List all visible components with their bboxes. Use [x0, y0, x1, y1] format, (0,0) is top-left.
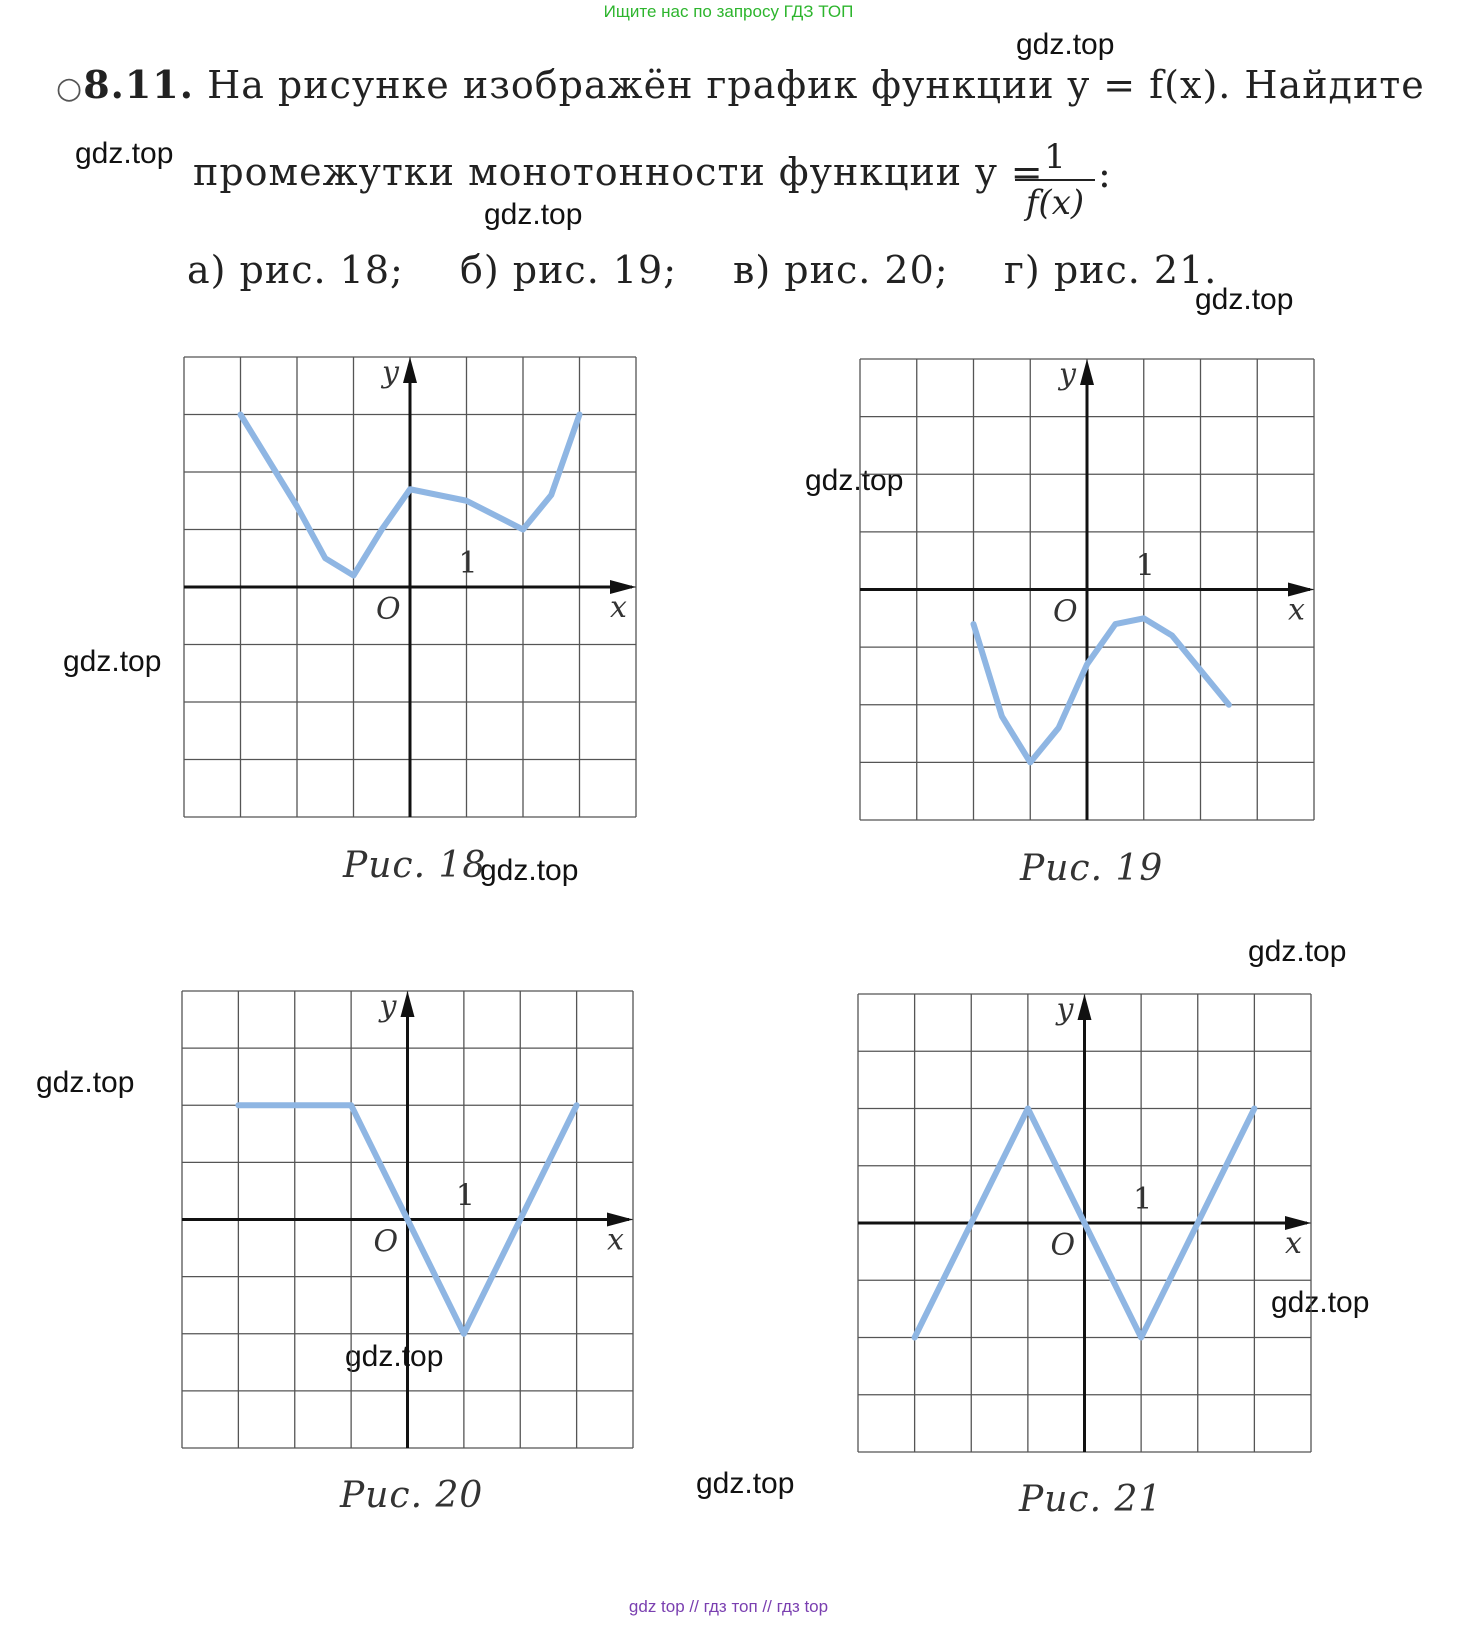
problem-text-line1: На рисунке изображён график функции y = f(x). Найдите	[207, 63, 1425, 107]
watermark: gdz.top	[1195, 283, 1294, 316]
origin-label: O	[373, 1224, 399, 1260]
unit-tick-label: 1	[458, 546, 478, 581]
fraction	[1015, 137, 1095, 223]
problem-statement	[56, 62, 1425, 107]
origin-label: O	[376, 592, 401, 627]
option-a: а) рис. 18;	[187, 248, 404, 292]
origin-label: O	[1053, 594, 1078, 630]
watermark: gdz.top	[345, 1340, 444, 1373]
y-axis-arrow-icon	[401, 991, 415, 1017]
search-hint-link[interactable]: Ищите нас по запросу ГДЗ ТОП	[603, 2, 854, 21]
function-curve	[974, 618, 1229, 762]
watermark: gdz.top	[75, 137, 174, 170]
caption-fig18: Рис. 18	[343, 845, 487, 886]
unit-tick-label: 1	[455, 1178, 475, 1214]
chart-fig20	[182, 991, 633, 1448]
watermark: gdz.top	[36, 1066, 135, 1099]
chart-fig18	[184, 357, 636, 817]
y-axis-label: y	[379, 989, 397, 1024]
y-axis-label: y	[382, 355, 399, 390]
watermark: gdz.top	[1271, 1286, 1370, 1319]
y-axis-label: y	[1056, 992, 1074, 1027]
chart-fig21	[858, 994, 1311, 1452]
watermark: gdz.top	[480, 854, 579, 887]
option-c: в) рис. 20;	[733, 248, 949, 292]
origin-label: O	[1050, 1228, 1076, 1263]
watermark: gdz.top	[63, 645, 162, 678]
y-axis-arrow-icon	[1080, 359, 1094, 385]
chart-fig19	[860, 359, 1314, 820]
watermark: gdz.top	[1248, 935, 1347, 968]
x-axis-label: x	[607, 1222, 624, 1258]
watermark: gdz.top	[805, 464, 904, 497]
unit-tick-label: 1	[1135, 548, 1155, 584]
y-axis-label: y	[1059, 357, 1076, 392]
option-d: г) рис. 21.	[1004, 248, 1218, 292]
caption-fig20: Рис. 20	[340, 1475, 484, 1516]
watermark: gdz.top	[484, 198, 583, 231]
fraction-bar	[1015, 179, 1095, 181]
colon: :	[1098, 152, 1111, 196]
x-axis-label: x	[1285, 1226, 1302, 1261]
caption-fig19: Рис. 19	[1020, 848, 1164, 889]
problem-number: 8.11.	[83, 62, 194, 107]
circle-icon: ○	[56, 71, 84, 106]
x-axis-label: x	[1288, 592, 1305, 628]
y-axis-arrow-icon	[1078, 994, 1092, 1020]
option-b: б) рис. 19;	[460, 248, 678, 292]
watermark: gdz.top	[696, 1467, 795, 1500]
x-axis-label: x	[610, 590, 627, 625]
problem-text-line2: промежутки монотонности функции y =	[193, 150, 1044, 194]
fraction-denominator: f(x)	[1025, 183, 1085, 223]
unit-tick-label: 1	[1133, 1182, 1153, 1217]
y-axis-arrow-icon	[403, 357, 417, 383]
caption-fig21: Рис. 21	[1019, 1479, 1163, 1520]
footer-links[interactable]: gdz top // гдз топ // гдз top	[628, 1597, 829, 1616]
fraction-numerator: 1	[1044, 137, 1066, 177]
watermark: gdz.top	[1016, 28, 1115, 61]
